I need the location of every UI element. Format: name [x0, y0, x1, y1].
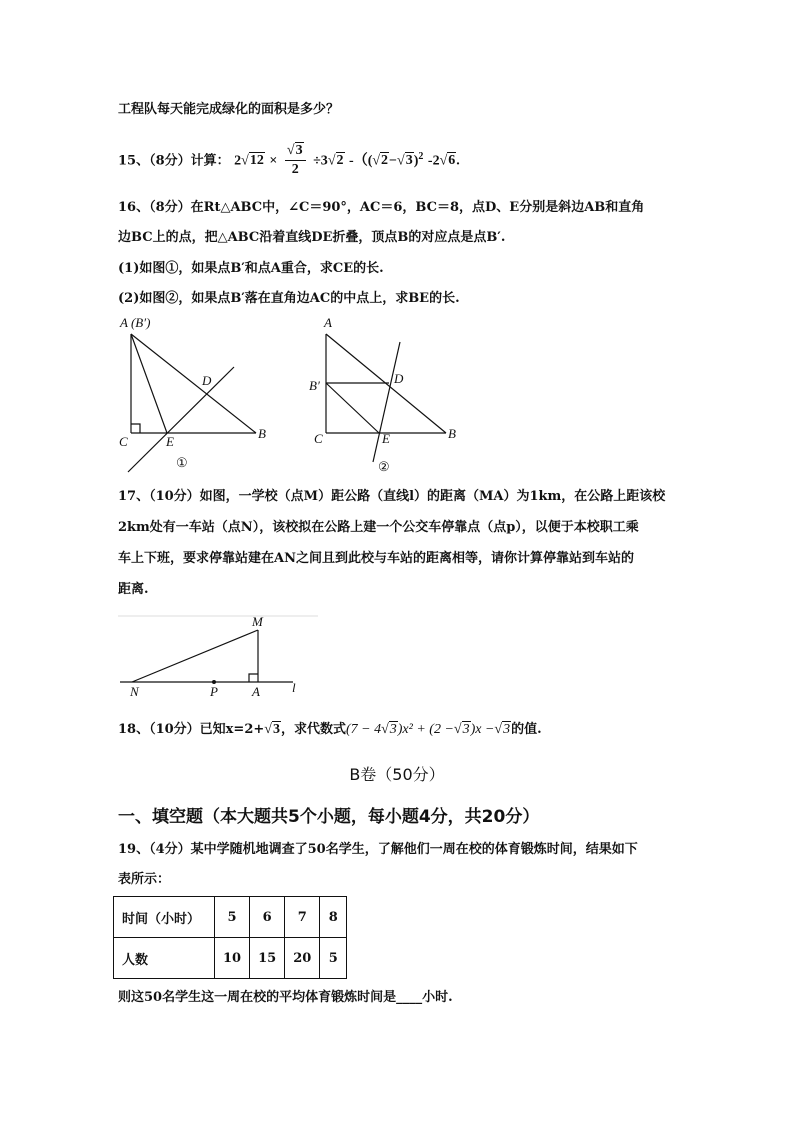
fig3-label-n: N	[130, 684, 139, 699]
q15-minus2: -2	[427, 153, 440, 169]
table-cell: 6	[250, 897, 285, 938]
q19-line1: 19、（4分）某中学随机地调查了50名学生，了解他们一周在校的体育锻炼时间，结果如下	[118, 842, 638, 857]
fig2-segment-bpe	[326, 383, 379, 433]
q18-expr-c: )x −	[470, 722, 495, 737]
q16-line2: 边BC上的点，把△ABC沿着直线DE折叠，顶点B的对应点是点B′.	[118, 230, 506, 245]
q18-sqrt3d: 3	[503, 722, 511, 737]
fig1-right-angle	[131, 424, 140, 433]
q18-expr-b: )x² + (2 −	[397, 722, 454, 737]
q15-coef: 2	[234, 153, 242, 169]
q15-sqrt2b: 2	[381, 153, 389, 169]
q15-sqrt12: 12	[249, 153, 264, 169]
fig1-label-d: D	[202, 373, 212, 388]
fig3-label-l: l	[292, 680, 296, 695]
q15-square: 2	[418, 151, 424, 162]
q16-part2: (2)如图②，如果点B′落在直角边AC的中点上，求BE的长.	[118, 291, 460, 306]
q18-end: 的值.	[511, 722, 542, 737]
fig2-label-c: C	[314, 431, 323, 446]
figure-1	[110, 312, 290, 477]
table-cell: 10	[215, 938, 250, 979]
q19-table	[113, 896, 347, 979]
section-b-title: B卷（50分）	[349, 765, 445, 784]
fig3-label-p: P	[210, 684, 218, 699]
table-cell: 7	[285, 897, 320, 938]
fig1-label-b: B	[258, 426, 266, 441]
fig1-label-a: A (B′)	[120, 315, 151, 330]
fig2-label-bp: B′	[309, 378, 320, 393]
q15-fraction: $\frac{√3}{2}$	[285, 142, 306, 179]
fig3-right-angle	[249, 674, 258, 682]
q18-label: 18、（10分）已知x=2+	[118, 722, 265, 737]
figure-3	[118, 610, 318, 702]
carryover-text: 工程队每天能完成绿化的面积是多少？	[118, 102, 340, 117]
q17-line2: 2km处有一车站（点N），该校拟在公路上建一个公交车停靠点（点p），以便于本校职工乘	[118, 520, 639, 535]
q19-after: 则这50名学生这一周在校的平均体育锻炼时间是____小时.	[118, 990, 453, 1005]
fig3-segment-nm	[132, 630, 258, 682]
q18-sqrt3c: 3	[462, 722, 470, 737]
q16-part1: (1)如图①，如果点B′和点A重合，求CE的长.	[118, 261, 384, 276]
fig1-side-ab	[131, 334, 256, 433]
q15-label: 15、（8分）计算：	[118, 153, 230, 169]
fig2-label-d: D	[394, 371, 404, 386]
fig3-label-m: M	[252, 614, 263, 629]
q17-line1: 17、（10分）如图，一学校（点M）距公路（直线l）的距离（MA）为1km，在公路上距该校	[118, 489, 666, 504]
table-head-time: 时间（小时）	[114, 897, 215, 938]
q19-line2: 表所示：	[118, 872, 171, 887]
figure-2	[300, 312, 480, 477]
q15-div: ÷3	[313, 153, 328, 169]
section-fill-blank-title: 一、填空题（本大题共5个小题，每小题4分，共20分）	[118, 807, 540, 827]
fig3-label-a: A	[252, 684, 260, 699]
q18-mid: ，求代数式	[280, 722, 346, 737]
question-15: 15、（8分）计算： 2√12 × $\frac{√3}{2}$ ÷3√2 $-((√2-√3)^2$ -2√6.	[118, 143, 460, 178]
q18-expr-a: (7 − 4	[345, 722, 382, 737]
table-cell: 20	[285, 938, 320, 979]
q15-times: ×	[269, 153, 278, 169]
q16-line1: 16、（8分）在Rt△ABC中，∠C＝90°，AC＝6，BC＝8，点D、E分别是斜边AB和直角	[118, 200, 645, 215]
question-18: 18、（10分）已知x=2+√3，求代数式(7 − 4√3)x² + (2 −√3)x −√3的值.	[118, 722, 542, 737]
table-head-count: 人数	[114, 938, 215, 979]
table-cell: 5	[215, 897, 250, 938]
q17-line3: 车上下班，要求停靠站建在AN之间且到此校与车站的距离相等，请你计算停靠站到车站的	[118, 551, 634, 566]
q18-sqrt3: 3	[272, 722, 280, 737]
q17-line4: 距离.	[118, 582, 149, 597]
q15-sqrt2: 2	[336, 153, 344, 169]
table-row	[114, 897, 347, 938]
fig2-label-b: B	[448, 426, 456, 441]
q15-minus: -（(	[349, 153, 373, 169]
fig1-label-e: E	[166, 434, 174, 449]
q15-dash: −	[389, 153, 398, 169]
q15-sqrt6: 6	[448, 153, 456, 169]
fig1-label-c: C	[119, 434, 128, 449]
table-cell: 8	[320, 897, 347, 938]
table-cell: 15	[250, 938, 285, 979]
fig2-label-e: E	[382, 431, 390, 446]
q15-end: .	[456, 153, 460, 169]
q15-close: )	[413, 153, 419, 169]
table-row	[114, 938, 347, 979]
table-cell: 5	[320, 938, 347, 979]
q18-sqrt3a: 3	[389, 722, 397, 737]
fig2-label-num: ②	[378, 459, 390, 474]
fig1-label-num: ①	[176, 455, 188, 470]
q15-sqrt3b: 3	[405, 153, 413, 169]
fig2-label-a: A	[324, 315, 332, 330]
